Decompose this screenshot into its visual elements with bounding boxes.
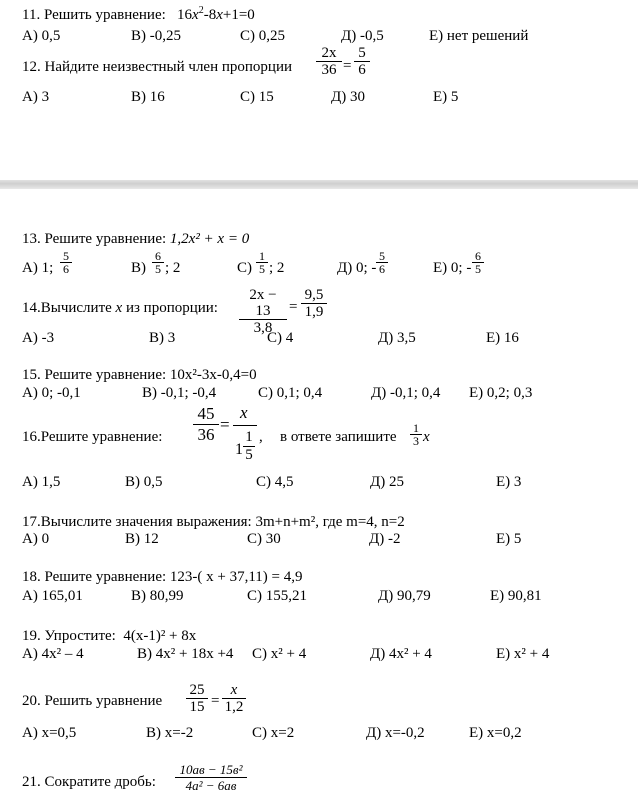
q13-option-a-fraction: 5 6 xyxy=(60,250,72,275)
q16-option-d: Д) 25 xyxy=(370,474,404,490)
q12-fraction-right: 5 6 xyxy=(354,45,370,78)
q19-text: 19. Упростите: 4(x-1)² + 8x xyxy=(22,628,197,644)
q18-option-d: Д) 90,79 xyxy=(378,588,431,604)
q16-mixed-whole: 1 xyxy=(235,441,243,458)
q13-option-b-tail: ; 2 xyxy=(165,260,181,276)
q11-option-e: Е) нет решений xyxy=(429,28,529,44)
q16-fraction-left: 45 36 xyxy=(193,404,219,445)
q16-hint-x: x xyxy=(423,429,430,445)
q12-equals: = xyxy=(343,58,352,74)
q13-option-d-fraction: 5 6 xyxy=(376,250,388,275)
q20-text: 20. Решить уравнение xyxy=(22,693,163,709)
q14-option-d: Д) 3,5 xyxy=(378,330,416,346)
q20-option-a: А) x=0,5 xyxy=(22,725,77,741)
q16-hint: в ответе запишите xyxy=(280,429,397,445)
q21-fraction: 10aв − 15в² 4a² − 6aв xyxy=(175,762,247,793)
q17-option-a: А) 0 xyxy=(22,531,50,547)
q15-option-d: Д) -0,1; 0,4 xyxy=(371,385,441,401)
page-divider xyxy=(0,180,638,189)
q21-text: 21. Сократите дробь: xyxy=(22,774,156,790)
q12-option-d: Д) 30 xyxy=(331,89,365,105)
q19-option-d: Д) 4x² + 4 xyxy=(370,646,432,662)
q13-option-c-tail: ; 2 xyxy=(269,260,285,276)
q13-option-b-label: В) xyxy=(131,260,146,276)
q11-option-b: В) -0,25 xyxy=(131,28,181,44)
q13-option-e-fraction: 6 5 xyxy=(472,250,484,275)
q16-option-b: В) 0,5 xyxy=(125,474,163,490)
q15-option-a: А) 0; -0,1 xyxy=(22,385,81,401)
q14-option-c: С) 4 xyxy=(267,330,294,346)
q13-option-d-label: Д) 0; - xyxy=(337,260,377,276)
q16-numerator: x xyxy=(240,403,248,422)
q17-text: 17.Вычислите значения выражения: 3m+n+m², где m=4, n=2 xyxy=(22,514,405,530)
q18-option-c: С) 155,21 xyxy=(247,588,307,604)
q17-option-c: С) 30 xyxy=(247,531,281,547)
q12-fraction-left: 2x 36 xyxy=(316,45,342,78)
q18-option-a: А) 165,01 xyxy=(22,588,83,604)
q11-option-a: А) 0,5 xyxy=(22,28,61,44)
q14-fraction-right: 9,5 1,9 xyxy=(301,287,327,320)
q20-option-d: Д) x=-0,2 xyxy=(366,725,425,741)
q18-text: 18. Решите уравнение: 123-( x + 37,11) = 4,9 xyxy=(22,569,303,585)
q16-equals: = xyxy=(220,415,230,434)
q13-option-c-label: С) xyxy=(237,260,252,276)
q17-option-e: Е) 5 xyxy=(496,531,522,547)
q17-option-b: В) 12 xyxy=(125,531,159,547)
q18-option-b: В) 80,99 xyxy=(131,588,184,604)
q19-option-e: Е) x² + 4 xyxy=(496,646,550,662)
q20-equals: = xyxy=(211,693,220,709)
q12-option-c: С) 15 xyxy=(240,89,274,105)
q15-option-c: С) 0,1; 0,4 xyxy=(258,385,323,401)
q14-option-b: В) 3 xyxy=(149,330,176,346)
q16-option-c: С) 4,5 xyxy=(256,474,294,490)
q16-bar xyxy=(233,425,257,426)
q16-mixed-fraction: 1 5 xyxy=(243,429,255,464)
q17-option-d: Д) -2 xyxy=(369,531,401,547)
q14-option-e: Е) 16 xyxy=(486,330,519,346)
q20-fraction-left: 25 15 xyxy=(186,682,208,715)
q20-fraction-right: x 1,2 xyxy=(222,682,246,715)
q20-option-b: В) x=-2 xyxy=(146,725,194,741)
q15-text: 15. Решите уравнение: 10x²-3x-0,4=0 xyxy=(22,367,257,383)
q19-option-a: А) 4x² – 4 xyxy=(22,646,84,662)
q12-option-b: В) 16 xyxy=(131,89,165,105)
q16-comma: , xyxy=(259,429,263,445)
q12-option-e: Е) 5 xyxy=(433,89,459,105)
q13-option-b-fraction: 6 5 xyxy=(152,250,164,275)
q11-option-c: С) 0,25 xyxy=(240,28,285,44)
q13-option-e-label: Е) 0; - xyxy=(433,260,472,276)
q15-option-e: Е) 0,2; 0,3 xyxy=(469,385,533,401)
q20-option-c: С) x=2 xyxy=(252,725,295,741)
q14-text: 14.Вычислите x из пропорции: xyxy=(22,300,218,316)
q19-option-c: С) x² + 4 xyxy=(252,646,307,662)
q14-equals: = xyxy=(289,299,298,315)
q14-option-a: А) -3 xyxy=(22,330,55,346)
q12-text: 12. Найдите неизвестный член пропорции xyxy=(22,59,292,75)
q13-text: 13. Решите уравнение: 1,2x² + x = 0 xyxy=(22,231,250,247)
q20-option-e: Е) x=0,2 xyxy=(469,725,522,741)
q11-option-d: Д) -0,5 xyxy=(341,28,384,44)
q16-hint-fraction: 1 3 xyxy=(410,422,422,447)
q16-text: 16.Решите уравнение: xyxy=(22,429,163,445)
q16-option-e: Е) 3 xyxy=(496,474,522,490)
q15-option-b: В) -0,1; -0,4 xyxy=(142,385,217,401)
q16-option-a: А) 1,5 xyxy=(22,474,61,490)
q19-option-b: В) 4x² + 18x +4 xyxy=(137,646,234,662)
q12-option-a: А) 3 xyxy=(22,89,50,105)
q18-option-e: Е) 90,81 xyxy=(490,588,542,604)
q11-text: 11. Решить уравнение: $16x^2-8x+1=0$ xyxy=(22,5,255,23)
q13-option-c-fraction: 1 5 xyxy=(256,250,268,275)
q13-option-a-label: А) 1; xyxy=(22,260,54,276)
q14-fraction-left: 2x − 13 3,8 xyxy=(239,287,287,336)
